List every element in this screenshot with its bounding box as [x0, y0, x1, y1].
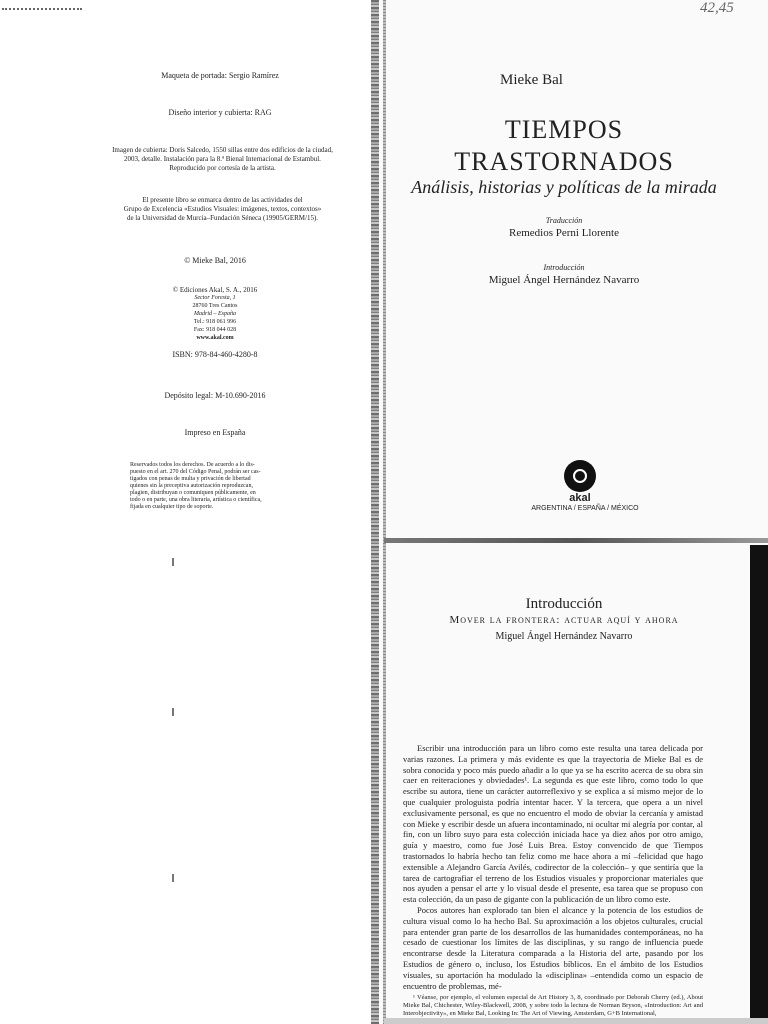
handwritten-page-number: 42,45: [700, 0, 734, 16]
author-copyright: © Mieke Bal, 2016: [184, 256, 246, 265]
legal-deposit: Depósito legal: M-10.690-2016: [164, 391, 266, 400]
akal-logo: [564, 460, 596, 492]
scan-edge: [750, 545, 768, 1024]
introducer-name: Miguel Ángel Hernández Navarro: [488, 274, 640, 286]
footnote: ¹ Véanse, por ejemplo, el volumen especial de Art History 3, 8, coordinado por Deborah Cherry (ed.), About Mieke Bal, Chichester, Wiley-Blackwell, 2008, y sobre todo la lectura de Norman Bryson, «Introduction: Art and Interobjectivity», en Mieke Bal, Looking In: The Art of Viewing, Amsterdam, G+B International,: [403, 994, 703, 1017]
interior-design-credit: Diseño interior y cubierta: RAG: [168, 108, 272, 117]
book-spine: [371, 0, 379, 1024]
chapter-author: Miguel Ángel Hernández Navarro: [495, 631, 633, 642]
chapter-heading: Introducción: [525, 596, 603, 612]
chapter-subheading: Mover la frontera: actuar aquí y ahora: [449, 614, 679, 626]
translator-name: Remedios Perni Llorente: [509, 227, 619, 239]
introduction-label: Introducción: [543, 263, 585, 272]
cover-design-credit: Maqueta de portada: Sergio Ramírez: [161, 71, 279, 80]
publisher-logo-text: akal: [569, 492, 591, 504]
scan-edge: [384, 1018, 768, 1024]
publisher-countries: ARGENTINA / ESPAÑA / MÉXICO: [531, 505, 639, 512]
translation-label: Traducción: [545, 216, 583, 225]
printed-in: Impreso en España: [184, 428, 246, 437]
scan-mark: [2, 8, 82, 18]
book-title-line-2: TRASTORNADOS: [454, 147, 674, 176]
scan-mark: [172, 708, 174, 716]
book-title-line-1: TIEMPOS: [504, 115, 624, 144]
copyright-page: Maqueta de portada: Sergio Ramírez Diseño interior y cubierta: RAG Imagen de cubierta: Doris Salcedo, 1550 sillas entre dos edificios de la ciudad, 2003, detalle. Instalación para la 8.ª Bienal Internacional de Estambul. Reproducido por cortesía de la artista. El presente libro se enmarca dentro de las actividades del Grupo de Excelencia «Estudios Visuales: imágenes, textos, contextos» de la Universidad de Murcia–Fundación Séneca (19905/GERM/15). © Mieke Bal, 2016 © Ediciones Akal, S. A., 2016 Sector Foresta, 1 28760 Tres Cantos Madrid – España Tel.: 918 061 996 Fax: 918 044 028 www.akal.com ISBN: 978-84-460-4280-8 Depósito legal: M-10.690-2016 Impreso en España Reservados todos los derechos. De acuerdo a lo dis- puesto en el art. 270 del Código Penal, podrán ser cas- tigados con penas de multa y privación de libertad quienes sin la preceptiva autorización reproduzcan, plagien, distribuyan o comuniquen públicamente, en todo o en parte, una obra literaria, artística o científica, fijada en cualquier tipo de soporte.: [0, 0, 380, 1024]
chapter-body: [403, 743, 703, 991]
paragraph: Escribir una introducción para un libro como este resulta una tarea delicada por varias razones. La primera y más evidente es que la trayectoria de Mieke Bal es de sobra conocida y poco más puedo añadir a lo que ya se ha escrito acerca de su obra sin caer en reiteraciones y obviedades¹. La segunda es que este libro, como todo lo que escribe su autora, tiene un carácter autorreflexivo y se explica a sí mismo mejor de lo que cualquier prologuista podría intentar hacer. Y la tercera, que opera a un nivel exclusivamente personal, es que no encuentro el modo de obviar la cercanía y amistad con Mieke y escribir desde un afuera incontaminado, ni ocultar mi alegría por contar, al fin, con un libro suyo para esta colección iniciada hace ya diez años por otro amigo, guía y maestro, como fue José Luis Brea. Estoy convencido de que Tiempos trastornados lo habría hecho tan feliz como me hace ahora a mí –felicidad que hago extensible a Alejandro García Avilés, codirector de la colección– y que sentiría que la tarea de cartografiar el terreno de los Estudios visuales y proporcionar materiales que nos ayuden a pensar el arte y lo visual desde el presente, esa tarea que se propuso con esta colección, da un paso de gigante con la publicación de un libro como este.: [403, 743, 703, 905]
book-author: Mieke Bal: [500, 72, 563, 88]
paragraph: Pocos autores han explorado tan bien el alcance y la potencia de los estudios de cultura visual como lo ha hecho Bal. Su aproximación a los objetos culturales, crucial para entender gran parte de los desarrollos de las humanidades contemporáneas, no ha cesado de cuestionar los límites de las disciplinas, y su rango de influencia puede encontrarse desde la Literatura comparada a la Historia del arte, pasando por los Estudios de género o, incluso, los Estudios bíblicos. En el ámbito de los Estudios visuales, su aportación ha modulado la «disciplina» –entendida como un espacio de encuentro de problemas, mé-: [403, 904, 703, 991]
book-subtitle: Análisis, historias y políticas de la mirada: [411, 177, 717, 197]
scan-mark: [172, 558, 174, 566]
isbn: ISBN: 978-84-460-4280-8: [172, 350, 258, 359]
page-divider: [384, 538, 768, 543]
scan-mark: [172, 874, 174, 882]
